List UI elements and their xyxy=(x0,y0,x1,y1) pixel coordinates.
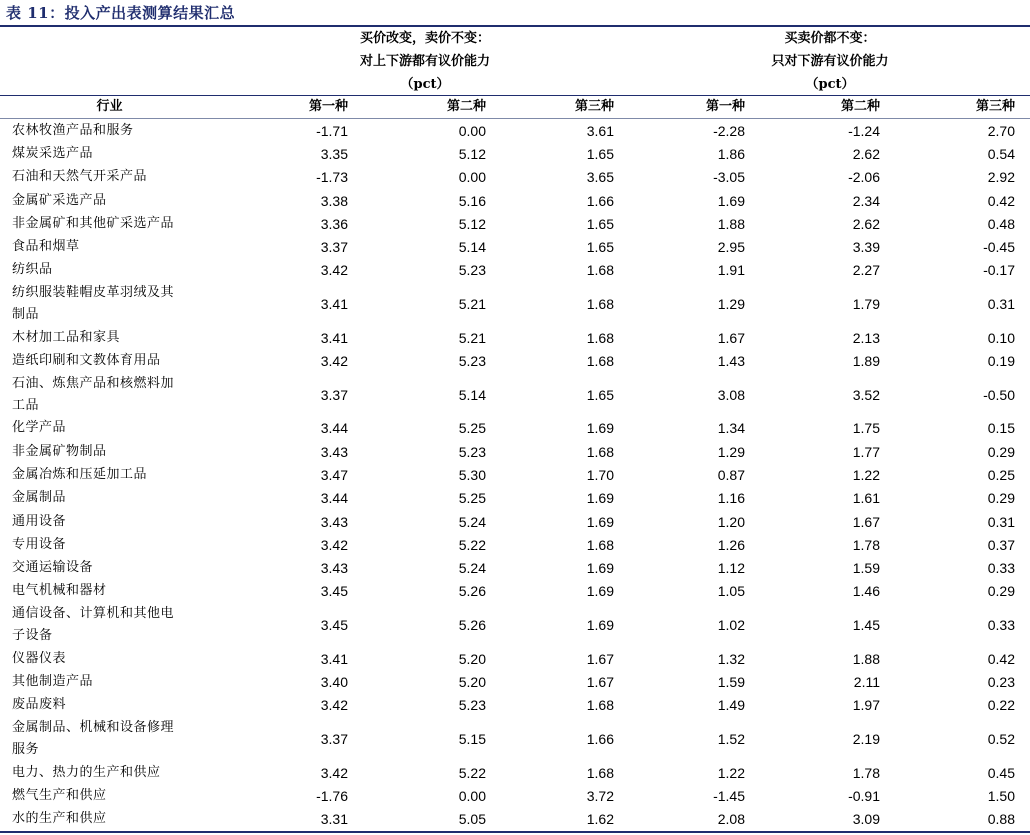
table-row xyxy=(0,533,1030,556)
value-cell: 1.22 xyxy=(852,466,880,483)
value-cell: 0.25 xyxy=(987,466,1015,483)
value-cell: 5.21 xyxy=(458,329,486,346)
value-cell: 3.65 xyxy=(586,169,614,186)
value-cell: 1.91 xyxy=(717,262,745,279)
industry-name xyxy=(12,487,207,509)
value-cell: 3.45 xyxy=(320,583,348,600)
value-cell: 1.67 xyxy=(586,650,614,667)
value-cell: 1.32 xyxy=(717,650,745,667)
value-cell: 1.88 xyxy=(717,215,745,232)
industry-name-line: 纺织品 xyxy=(12,262,53,278)
value-cell: 2.08 xyxy=(717,811,745,828)
value-cell: 0.29 xyxy=(987,443,1015,460)
value-cell: 1.67 xyxy=(717,329,745,346)
industry-name xyxy=(12,327,207,349)
value-cell: 1.12 xyxy=(717,560,745,577)
value-cell: 3.42 xyxy=(320,262,348,279)
value-cell: 1.68 xyxy=(586,353,614,370)
value-cell: 5.26 xyxy=(458,617,486,634)
value-cell: 0.33 xyxy=(987,560,1015,577)
value-cell: 1.69 xyxy=(586,617,614,634)
value-cell: 0.19 xyxy=(987,353,1015,370)
industry-name-line: 非金属矿和其他矿采选产品 xyxy=(12,215,175,231)
value-cell: 2.62 xyxy=(852,215,880,232)
table-row xyxy=(0,166,1030,189)
table-row xyxy=(0,694,1030,717)
value-cell: 0.29 xyxy=(987,583,1015,600)
table-row xyxy=(0,235,1030,258)
column-header-industry: 行业 xyxy=(96,99,123,114)
value-cell: 2.11 xyxy=(853,673,880,690)
table-row xyxy=(0,463,1030,486)
value-cell: 1.66 xyxy=(586,192,614,209)
industry-name-line: 专用设备 xyxy=(12,536,67,552)
industry-name-line: 煤炭采选产品 xyxy=(12,145,94,161)
value-cell: 5.23 xyxy=(458,443,486,460)
industry-name xyxy=(12,350,207,372)
value-cell: 3.31 xyxy=(320,811,348,828)
industry-name-line: 金属制品 xyxy=(12,490,67,506)
industry-name-line: 金属矿采选产品 xyxy=(12,192,107,208)
value-cell: 1.46 xyxy=(852,583,880,600)
table-row xyxy=(0,510,1030,533)
value-cell: 0.45 xyxy=(987,764,1015,781)
industry-name xyxy=(12,213,207,235)
table-row xyxy=(0,259,1030,282)
industry-name xyxy=(12,603,207,647)
industry-name xyxy=(12,785,207,807)
industry-name xyxy=(12,808,207,830)
value-cell: 1.49 xyxy=(717,697,745,714)
table-row xyxy=(0,282,1030,326)
industry-name xyxy=(12,373,207,417)
value-cell: 5.25 xyxy=(458,420,486,437)
value-cell: 1.05 xyxy=(717,583,745,600)
value-cell: 0.10 xyxy=(987,329,1015,346)
value-cell: 5.22 xyxy=(458,764,486,781)
value-cell: 1.52 xyxy=(717,730,745,747)
value-cell: 1.66 xyxy=(586,730,614,747)
value-cell: 2.70 xyxy=(987,122,1015,139)
value-cell: 0.00 xyxy=(458,169,486,186)
industry-name-line: 仪器仪表 xyxy=(12,650,67,666)
table-row xyxy=(0,487,1030,510)
value-cell: 3.36 xyxy=(320,215,348,232)
value-cell: 5.20 xyxy=(458,673,486,690)
value-cell: 0.00 xyxy=(458,787,486,804)
industry-name-line: 水的生产和供应 xyxy=(12,811,107,827)
industry-name-line: 工品 xyxy=(12,397,40,413)
value-cell: 5.30 xyxy=(458,466,486,483)
value-cell: 1.61 xyxy=(852,490,880,507)
value-cell: 1.69 xyxy=(586,420,614,437)
industry-name-line: 制品 xyxy=(12,307,40,323)
value-cell: 3.61 xyxy=(586,122,614,139)
value-cell: -1.24 xyxy=(848,122,880,139)
value-cell: 3.41 xyxy=(320,296,348,313)
value-cell: 0.00 xyxy=(458,122,486,139)
value-cell: 5.26 xyxy=(458,583,486,600)
value-cell: 0.42 xyxy=(987,650,1015,667)
column-header-b1: 第一种 xyxy=(705,99,745,114)
value-cell: 3.38 xyxy=(320,192,348,209)
table-row xyxy=(0,808,1030,831)
industry-name xyxy=(12,143,207,165)
group-right-line3: （pct） xyxy=(805,77,855,92)
value-cell: 0.54 xyxy=(987,145,1015,162)
value-cell: 3.35 xyxy=(320,145,348,162)
value-cell: 1.65 xyxy=(586,145,614,162)
table-row xyxy=(0,761,1030,784)
table-row xyxy=(0,373,1030,417)
value-cell: -1.76 xyxy=(316,787,348,804)
value-cell: 3.41 xyxy=(320,650,348,667)
industry-name xyxy=(12,534,207,556)
value-cell: 3.43 xyxy=(320,560,348,577)
value-cell: 5.14 xyxy=(458,386,486,403)
value-cell: 5.25 xyxy=(458,490,486,507)
table-row xyxy=(0,326,1030,349)
value-cell: 5.23 xyxy=(458,262,486,279)
value-cell: 0.23 xyxy=(987,673,1015,690)
value-cell: 1.45 xyxy=(852,617,880,634)
industry-name-line: 化学产品 xyxy=(12,420,67,436)
value-cell: -1.71 xyxy=(316,122,348,139)
value-cell: 3.37 xyxy=(320,730,348,747)
value-cell: 1.67 xyxy=(852,513,880,530)
value-cell: 3.42 xyxy=(320,353,348,370)
group-header-right xyxy=(725,27,935,96)
industry-name-line: 子设备 xyxy=(12,628,53,644)
value-cell: 1.68 xyxy=(586,262,614,279)
industry-name-line: 食品和烟草 xyxy=(12,239,80,255)
value-cell: 5.16 xyxy=(458,192,486,209)
industry-name-line: 服务 xyxy=(12,741,40,757)
value-cell: 1.86 xyxy=(717,145,745,162)
table-row xyxy=(0,556,1030,579)
value-cell: 0.42 xyxy=(987,192,1015,209)
table-row xyxy=(0,440,1030,463)
industry-name-line: 废品废料 xyxy=(12,697,67,713)
table-row xyxy=(0,119,1030,142)
group-left-line3: （pct） xyxy=(400,77,450,92)
industry-name-line: 交通运输设备 xyxy=(12,560,94,576)
value-cell: 5.22 xyxy=(458,536,486,553)
industry-name xyxy=(12,236,207,258)
industry-name xyxy=(12,762,207,784)
industry-name xyxy=(12,120,207,142)
value-cell: 3.47 xyxy=(320,466,348,483)
value-cell: 1.78 xyxy=(852,764,880,781)
table-title: 表 11：投入产出表测算结果汇总 xyxy=(6,4,236,22)
group-left-line1: 买价改变，卖价不变： xyxy=(359,31,490,46)
value-cell: 1.43 xyxy=(717,353,745,370)
value-cell: 3.43 xyxy=(320,443,348,460)
industry-name-line: 石油和天然气开采产品 xyxy=(12,169,148,185)
value-cell: 1.68 xyxy=(586,443,614,460)
industry-name xyxy=(12,190,207,212)
group-right-line2: 只对下游有议价能力 xyxy=(771,54,889,69)
table-body xyxy=(0,119,1030,831)
value-cell: -2.06 xyxy=(848,169,880,186)
industry-name xyxy=(12,441,207,463)
industry-name xyxy=(12,580,207,602)
value-cell: 3.37 xyxy=(320,239,348,256)
value-cell: 1.89 xyxy=(852,353,880,370)
value-cell: 1.26 xyxy=(717,536,745,553)
industry-name xyxy=(12,417,207,439)
value-cell: 0.33 xyxy=(987,617,1015,634)
industry-name-line: 通信设备、计算机和其他电 xyxy=(12,606,175,622)
value-cell: 1.77 xyxy=(852,443,880,460)
value-cell: 0.87 xyxy=(717,466,745,483)
value-cell: 0.22 xyxy=(987,697,1015,714)
value-cell: 3.08 xyxy=(717,386,745,403)
column-header-a3: 第三种 xyxy=(574,99,614,114)
value-cell: -0.50 xyxy=(983,386,1015,403)
value-cell: 0.88 xyxy=(987,811,1015,828)
value-cell: 1.65 xyxy=(586,386,614,403)
table-row xyxy=(0,784,1030,807)
value-cell: 1.22 xyxy=(717,764,745,781)
industry-name-line: 木材加工品和家具 xyxy=(12,329,121,345)
value-cell: 1.69 xyxy=(586,560,614,577)
value-cell: 5.21 xyxy=(458,296,486,313)
value-cell: 3.52 xyxy=(852,386,880,403)
value-cell: 1.65 xyxy=(586,215,614,232)
value-cell: 5.23 xyxy=(458,697,486,714)
value-cell: 0.37 xyxy=(987,536,1015,553)
table-row xyxy=(0,647,1030,670)
value-cell: 0.31 xyxy=(987,513,1015,530)
value-cell: -1.73 xyxy=(316,169,348,186)
industry-name xyxy=(12,694,207,716)
value-cell: 3.37 xyxy=(320,386,348,403)
value-cell: 2.62 xyxy=(852,145,880,162)
industry-name-line: 电气机械和器材 xyxy=(12,583,107,599)
value-cell: 1.69 xyxy=(717,192,745,209)
value-cell: 3.45 xyxy=(320,617,348,634)
value-cell: 1.50 xyxy=(987,787,1015,804)
value-cell: 1.69 xyxy=(586,490,614,507)
value-cell: -0.91 xyxy=(848,787,880,804)
value-cell: 0.29 xyxy=(987,490,1015,507)
value-cell: 1.79 xyxy=(852,296,880,313)
value-cell: 3.44 xyxy=(320,490,348,507)
group-right-line1: 买卖价都不变： xyxy=(784,31,876,46)
table-row xyxy=(0,417,1030,440)
value-cell: 1.75 xyxy=(852,420,880,437)
table-row xyxy=(0,212,1030,235)
industry-name-line: 非金属矿物制品 xyxy=(12,443,107,459)
value-cell: 1.69 xyxy=(586,513,614,530)
value-cell: 1.65 xyxy=(586,239,614,256)
industry-name xyxy=(12,166,207,188)
value-cell: 1.59 xyxy=(852,560,880,577)
industry-name-line: 农林牧渔产品和服务 xyxy=(12,122,134,138)
value-cell: 1.67 xyxy=(586,673,614,690)
value-cell: 1.68 xyxy=(586,536,614,553)
value-cell: 1.97 xyxy=(852,697,880,714)
industry-name-line: 石油、炼焦产品和核燃料加 xyxy=(12,375,175,391)
value-cell: 3.40 xyxy=(320,673,348,690)
value-cell: 1.20 xyxy=(717,513,745,530)
value-cell: 2.27 xyxy=(852,262,880,279)
value-cell: 1.02 xyxy=(717,617,745,634)
value-cell: 1.69 xyxy=(586,583,614,600)
value-cell: 3.43 xyxy=(320,513,348,530)
table-row xyxy=(0,670,1030,693)
value-cell: 5.14 xyxy=(458,239,486,256)
table-bottom-rule xyxy=(0,831,1030,833)
value-cell: 1.16 xyxy=(717,490,745,507)
value-cell: 5.24 xyxy=(458,560,486,577)
value-cell: 3.42 xyxy=(320,697,348,714)
value-cell: -0.17 xyxy=(983,262,1015,279)
value-cell: 1.68 xyxy=(586,697,614,714)
table-row xyxy=(0,349,1030,372)
industry-name-line: 其他制造产品 xyxy=(12,673,94,689)
value-cell: 5.15 xyxy=(458,730,486,747)
industry-name xyxy=(12,511,207,533)
industry-name-line: 金属冶炼和压延加工品 xyxy=(12,466,148,482)
value-cell: 5.24 xyxy=(458,513,486,530)
value-cell: 0.31 xyxy=(987,296,1015,313)
industry-name xyxy=(12,282,207,326)
industry-name xyxy=(12,557,207,579)
value-cell: 0.52 xyxy=(987,730,1015,747)
table-row xyxy=(0,580,1030,603)
value-cell: 1.88 xyxy=(852,650,880,667)
value-cell: 1.34 xyxy=(717,420,745,437)
value-cell: 5.23 xyxy=(458,353,486,370)
value-cell: 1.68 xyxy=(586,764,614,781)
value-cell: 3.42 xyxy=(320,764,348,781)
value-cell: 5.12 xyxy=(458,145,486,162)
table-row xyxy=(0,717,1030,761)
value-cell: 1.29 xyxy=(717,296,745,313)
value-cell: 2.19 xyxy=(852,730,880,747)
value-cell: 1.70 xyxy=(586,466,614,483)
value-cell: -0.45 xyxy=(983,239,1015,256)
column-header-a2: 第二种 xyxy=(446,99,486,114)
value-cell: 1.78 xyxy=(852,536,880,553)
value-cell: 1.68 xyxy=(586,296,614,313)
industry-name xyxy=(12,259,207,281)
table-row xyxy=(0,142,1030,165)
column-header-b3: 第三种 xyxy=(975,99,1015,114)
column-header-b2: 第二种 xyxy=(840,99,880,114)
group-header-left xyxy=(300,27,550,96)
industry-name-line: 造纸印刷和文教体育用品 xyxy=(12,353,161,369)
industry-name-line: 电力、热力的生产和供应 xyxy=(12,764,161,780)
value-cell: 3.44 xyxy=(320,420,348,437)
value-cell: 3.09 xyxy=(852,811,880,828)
value-cell: 1.62 xyxy=(586,811,614,828)
value-cell: 1.59 xyxy=(717,673,745,690)
industry-name-line: 金属制品、机械和设备修理 xyxy=(12,719,175,735)
industry-name xyxy=(12,671,207,693)
value-cell: 1.68 xyxy=(586,329,614,346)
industry-name xyxy=(12,717,207,761)
value-cell: 2.13 xyxy=(852,329,880,346)
value-cell: 3.41 xyxy=(320,329,348,346)
value-cell: 1.29 xyxy=(717,443,745,460)
value-cell: 3.42 xyxy=(320,536,348,553)
value-cell: 5.05 xyxy=(458,811,486,828)
value-cell: -3.05 xyxy=(713,169,745,186)
value-cell: 2.92 xyxy=(987,169,1015,186)
value-cell: -1.45 xyxy=(713,787,745,804)
value-cell: 2.34 xyxy=(852,192,880,209)
industry-name-line: 燃气生产和供应 xyxy=(12,787,107,803)
value-cell: 5.12 xyxy=(458,215,486,232)
value-cell: 5.20 xyxy=(458,650,486,667)
industry-name xyxy=(12,648,207,670)
column-header-a1: 第一种 xyxy=(308,99,348,114)
value-cell: 2.95 xyxy=(717,239,745,256)
group-left-line2: 对上下游都有议价能力 xyxy=(359,54,490,69)
industry-name-line: 纺织服装鞋帽皮革羽绒及其 xyxy=(12,285,175,301)
industry-name xyxy=(12,464,207,486)
value-cell: 3.72 xyxy=(586,787,614,804)
industry-name-line: 通用设备 xyxy=(12,513,67,529)
value-cell: 3.39 xyxy=(852,239,880,256)
value-cell: -2.28 xyxy=(713,122,745,139)
value-cell: 0.15 xyxy=(987,420,1015,437)
value-cell: 0.48 xyxy=(987,215,1015,232)
table-row xyxy=(0,189,1030,212)
table-row xyxy=(0,603,1030,647)
